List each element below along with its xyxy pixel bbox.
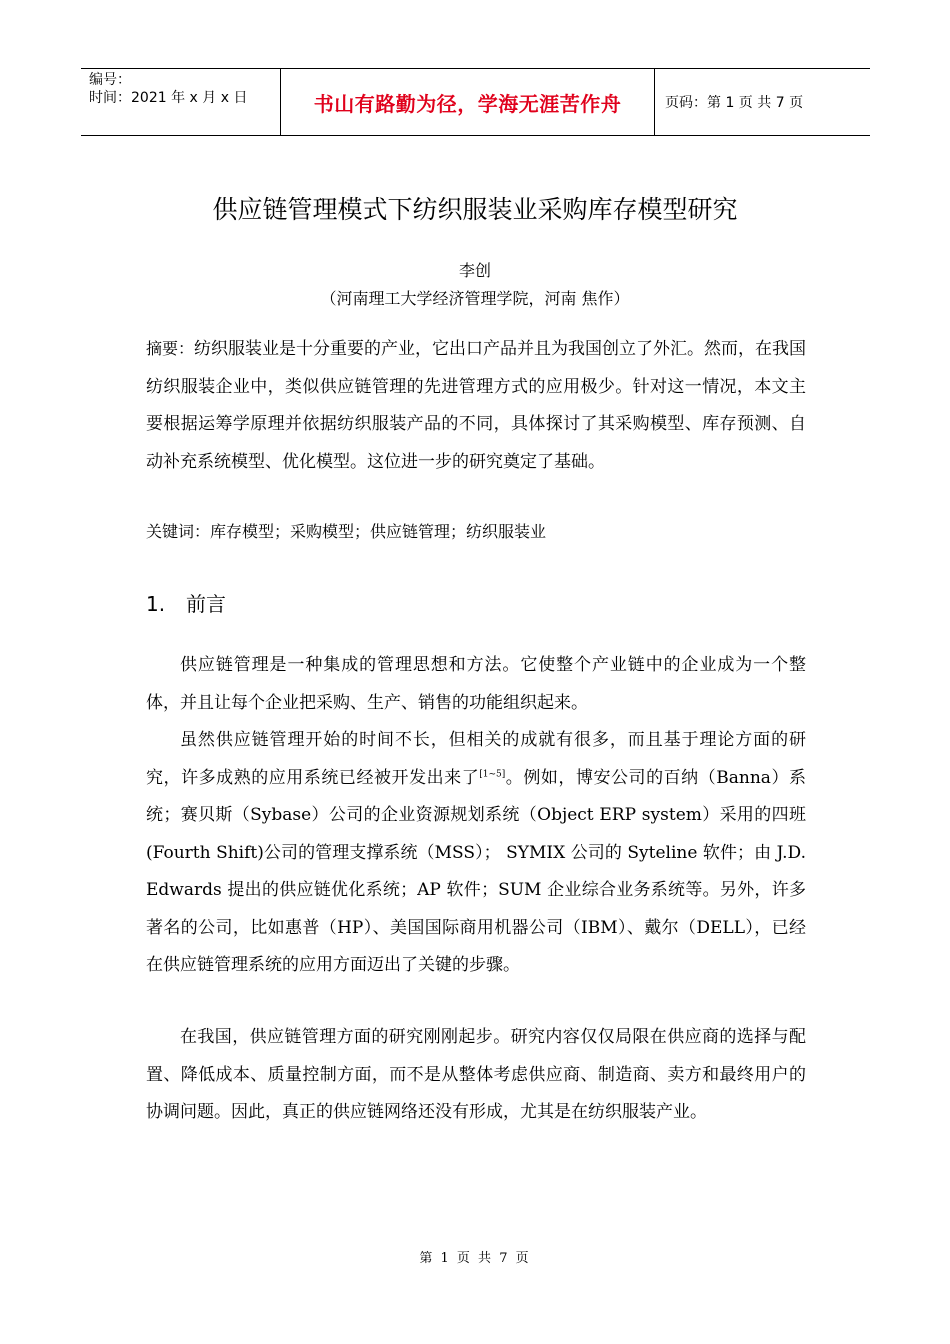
header-motto-cell: [281, 69, 655, 135]
paragraph-2-text-a: 虽然供应链管理开始的时间不长，但相关的成就有很多，而且基于理论方面的研究，许多成熟的应用系统已经被开发出来了: [146, 730, 806, 788]
body-paragraph-2: [146, 722, 806, 985]
paper-title: 供应链管理模式下纺织服装业采购库存模型研究: [212, 195, 738, 224]
author-affiliation: （河南理工大学经济管理学院，河南 焦作）: [320, 289, 630, 308]
body-paragraph-3: 在我国，供应链管理方面的研究刚刚起步。研究内容仅仅局限在供应商的选择与配置、降低成本、质量控制方面，而不是从整体考虑供应商、制造商、卖方和最终用户的协调问题。因此，真正的供应链网络还没有形成，尤其是在纺织服装产业。: [146, 1027, 806, 1122]
body-paragraph-1: 供应链管理是一种集成的管理思想和方法。它使整个产业链中的企业成为一个整体，并且让每个企业把采购、生产、销售的功能组织起来。: [146, 655, 806, 713]
abstract-text: 纺织服装业是十分重要的产业，它出口产品并且为我国创立了外汇。然而，在我国纺织服装企业中，类似供应链管理的先进管理方式的应用极少。针对这一情况，本文主要根据运筹学原理并依据纺织服装产品的不同，具体探讨了其采购模型、库存预测、自动补充系统模型、优化模型。这位进一步的研究奠定了基础。: [146, 339, 807, 472]
page-label: 页码：第 1 页 共 7 页: [665, 95, 804, 111]
code-label: 编号：: [89, 72, 131, 88]
section-heading-1: [146, 587, 226, 621]
header-page-cell: [655, 69, 870, 135]
motto-text: 书山有路勤为径，学海无涯苦作舟: [313, 91, 622, 116]
keywords: [146, 515, 806, 549]
document-header: [81, 68, 870, 136]
section-number: 1.: [146, 592, 166, 616]
paragraph-2-text-b: 。例如，博安公司的百纳（Banna）系统；赛贝斯（Sybase）公司的企业资源规划系统（Object ERP system）采用的四班(Fourth Shift)公司的管理支撑系统（MSS）； SYMIX 公司的 Syteline 软件；由 J.D. Edwards 提出的供应链优化系统；AP 软件；SUM 企业综合业务系统等。另外，许多著名的公司，比如惠普（HP）、美国国际商用机器公司（IBM）、戴尔（DELL），已经在供应链管理系统的应用方面迈出了关键的步骤。: [146, 767, 806, 975]
page-footer: 第 1 页 共 7 页: [419, 1251, 531, 1266]
abstract: [146, 330, 806, 481]
citation-reference: [1~5]: [479, 768, 506, 779]
header-info-cell: [81, 69, 281, 135]
section-title: 前言: [186, 592, 226, 616]
abstract-label: 摘要：: [146, 339, 195, 358]
keywords-text: 库存模型；采购模型；供应链管理；纺织服装业: [210, 522, 547, 541]
author-name: 李创: [458, 261, 491, 280]
time-label: 时间：2021 年 x 月 x 日: [89, 90, 248, 106]
keywords-label: 关键词：: [146, 522, 211, 541]
